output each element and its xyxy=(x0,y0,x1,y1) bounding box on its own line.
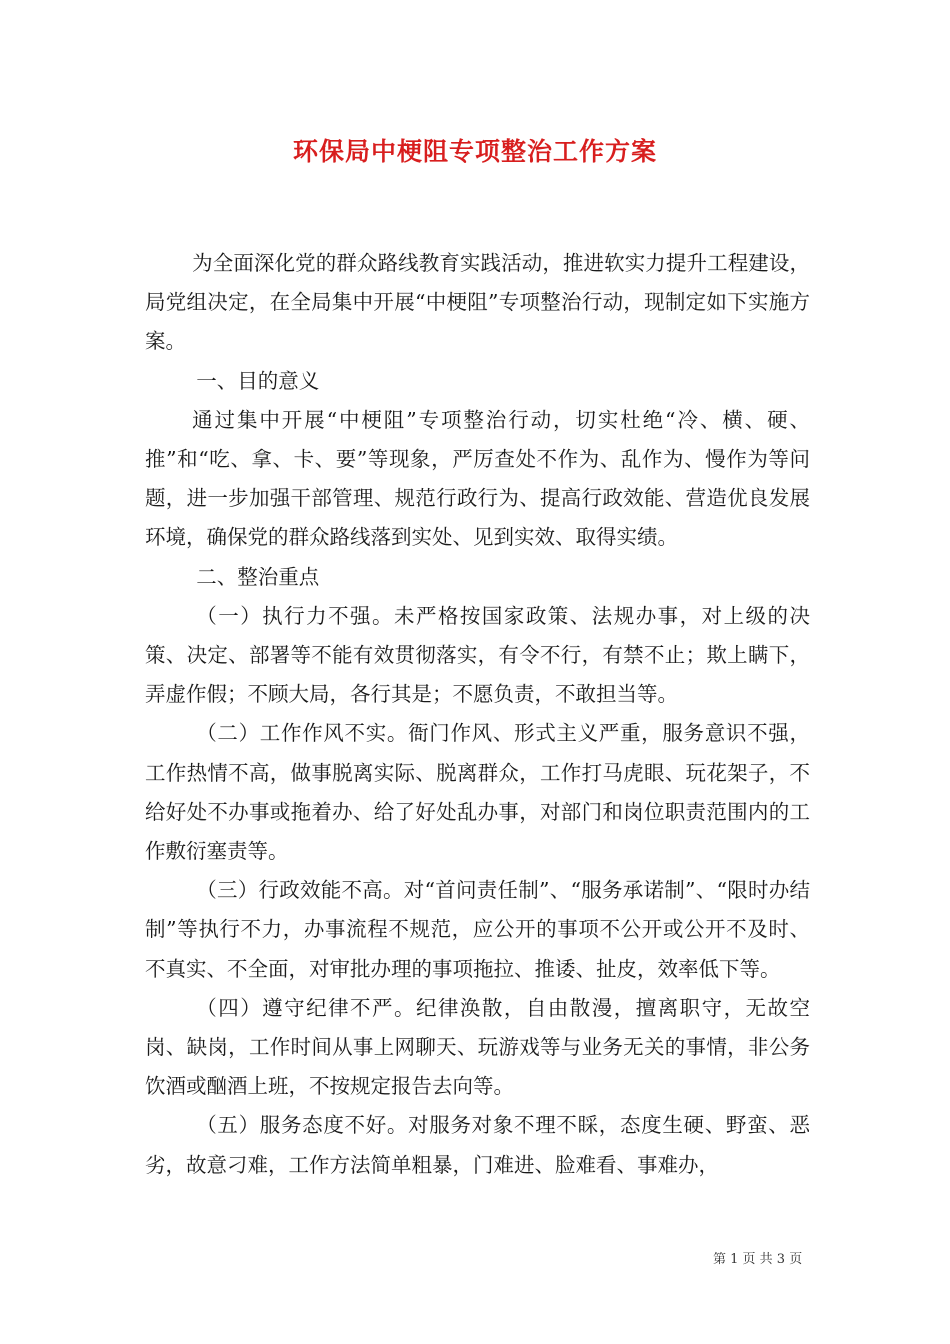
paragraph-focus-4: （四）遵守纪律不严。纪律涣散，自由散漫，擅离职守，无故空岗、缺岗，工作时间从事上网聊天、玩游戏等与业务无关的事情，非公务饮酒或酗酒上班，不按规定报告去向等。 xyxy=(145,995,810,1099)
paragraph-focus-1: （一）执行力不强。未严格按国家政策、法规办事，对上级的决策、决定、部署等不能有效贯彻落实，有令不行，有禁不止；欺上瞒下，弄虚作假；不顾大局，各行其是；不愿负责，不敢担当等。 xyxy=(145,603,810,707)
paragraph-focus-5: （五）服务态度不好。对服务对象不理不睬，态度生硬、野蛮、恶劣，故意刁难，工作方法简单粗暴，门难进、脸难看、事难办， xyxy=(145,1113,810,1177)
page-number-footer: 第 1 页 共 3 页 xyxy=(713,1252,803,1267)
paragraph-focus-2: （二）工作作风不实。衙门作风、形式主义严重，服务意识不强，工作热情不高，做事脱离实际、脱离群众，工作打马虎眼、玩花架子，不给好处不办事或拖着办、给了好处乱办事，对部门和岗位职责范围内的工作敷衍塞责等。 xyxy=(145,721,810,864)
document-title: 环保局中梗阻专项整治工作方案 xyxy=(292,137,657,166)
section-heading-purpose: 一、目的意义 xyxy=(196,368,320,393)
paragraph-focus-3: （三）行政效能不高。对“首问责任制”、“服务承诺制”、“限时办结制”等执行不力，办事流程不规范，应公开的事项不公开或公开不及时、不真实、不全面，对审批办理的事项拖拉、推诿、扯皮，效率低下等。 xyxy=(145,878,810,981)
paragraph-purpose: 通过集中开展“中梗阻”专项整治行动，切实杜绝“冷、横、硬、推”和“吃、拿、卡、要”等现象，严厉查处不作为、乱作为、慢作为等问题，进一步加强干部管理、规范行政行为、提高行政效能、营造优良发展环境，确保党的群众路线落到实处、见到实效、取得实绩。 xyxy=(145,407,810,550)
section-heading-focus: 二、整治重点 xyxy=(196,564,320,589)
document-body xyxy=(145,244,810,1185)
paragraph-intro: 为全面深化党的群众路线教育实践活动，推进软实力提升工程建设，局党组决定，在全局集中开展“中梗阻”专项整治行动，现制定如下实施方案。 xyxy=(145,251,810,354)
